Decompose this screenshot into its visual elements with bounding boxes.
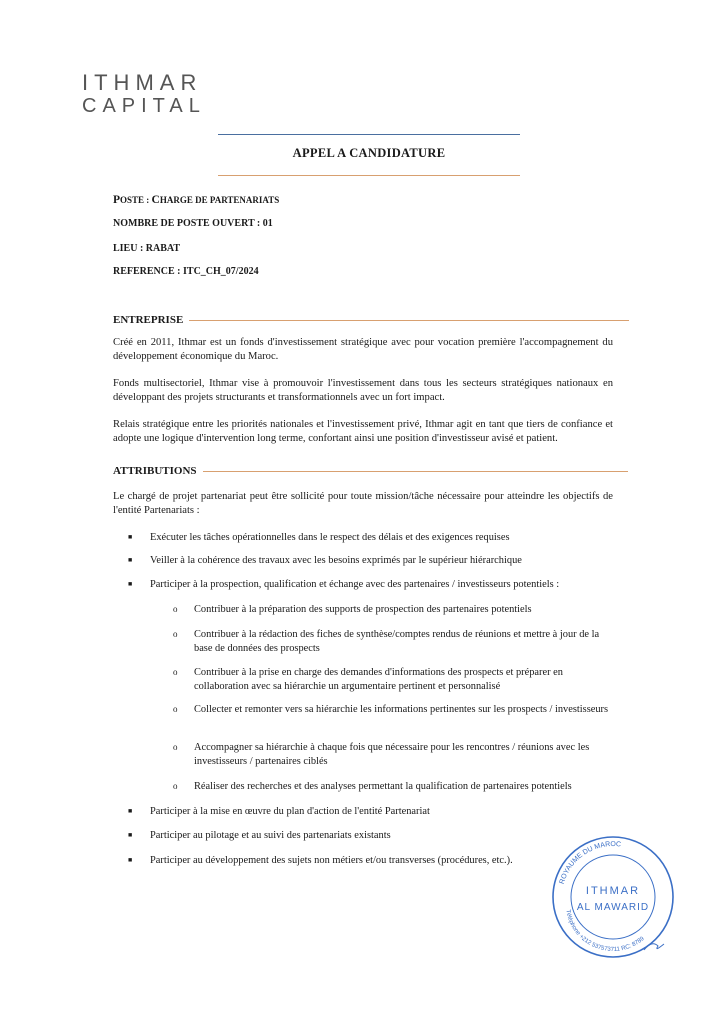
job-meta bbox=[113, 193, 279, 289]
meta-nombre: NOMBRE DE POSTE OUVERT : 01 bbox=[113, 218, 273, 229]
sub-list-item: o Collecter et remonter vers sa hiérarchie les informations pertinentes sur les prospects / investisseurs bbox=[173, 704, 609, 715]
stamp-ring-bottom: Téléphone +212 537573711 RC: 8789 bbox=[564, 909, 646, 954]
list-item: ■ Exécuter les tâches opérationnelles dans le respect des délais et des exigences requises bbox=[128, 532, 510, 543]
list-item: ■ Veiller à la cohérence des travaux avec les besoins exprimés par le supérieur hiérarchique bbox=[128, 555, 522, 566]
sub-list-item: o Contribuer à la prise en charge des demandes d'informations des prospects et préparer en collaboration avec sa hiérarchie un argumentaire pertinent et personnalisé bbox=[173, 667, 563, 692]
meta-poste: POSTE : CHARGE DE PARTENARIATS bbox=[113, 194, 280, 206]
stamp-inner-ring bbox=[571, 855, 655, 939]
company-logo bbox=[82, 72, 206, 116]
meta-lieu: LIEU : RABAT bbox=[113, 243, 181, 254]
entreprise-para-1: Créé en 2011, Ithmar est un fonds d'investissement stratégique avec pour vocation première l'accompagnement du développement économique du Maroc. bbox=[113, 337, 613, 362]
section-attributions-rule bbox=[203, 471, 628, 472]
stamp-line-1: ITHMAR bbox=[585, 885, 641, 897]
document-title: APPEL A CANDIDATURE bbox=[292, 146, 446, 160]
stamp-ring-top: ROYAUME DU MAROC bbox=[558, 840, 622, 885]
title-rule-bottom bbox=[218, 175, 520, 176]
sub-list-item: o Réaliser des recherches et des analyses permettant la qualification de partenaires potentiels bbox=[173, 781, 572, 792]
list-item: ■ Participer à la prospection, qualification et échange avec des partenaires / investisseurs potentiels : bbox=[128, 579, 560, 590]
title-block bbox=[218, 134, 520, 176]
section-entreprise bbox=[113, 314, 629, 326]
attributions-intro: Le chargé de projet partenariat peut être sollicité pour toute mission/tâche nécessaire pour atteindre les objectifs de l'entité Partenariats : bbox=[113, 491, 613, 516]
logo-line-2: CAPITAL bbox=[82, 95, 206, 117]
section-entreprise-rule bbox=[189, 320, 629, 321]
section-entreprise-title: ENTREPRISE bbox=[113, 314, 184, 326]
sub-list-item: o Contribuer à la préparation des supports de prospection des partenaires potentiels bbox=[173, 604, 532, 615]
list-item: ■ Participer au pilotage et au suivi des partenariats existants bbox=[128, 830, 391, 841]
entreprise-para-2: Fonds multisectoriel, Ithmar vise à promouvoir l'investissement dans tous les secteurs stratégiques nationaux en développant des projets structurants et transformationnels avec un fort impact. bbox=[113, 378, 613, 403]
sub-list-item: o Accompagner sa hiérarchie à chaque fois que nécessaire pour les rencontres / réunions avec les investisseurs / partenaires ciblés bbox=[173, 742, 590, 767]
list-item: ■ Participer au développement des sujets non métiers et/ou transverses (procédures, etc.). bbox=[128, 855, 513, 866]
section-attributions bbox=[113, 465, 628, 477]
stamp-line-2: AL MAWARID bbox=[576, 902, 650, 913]
entreprise-para-3: Relais stratégique entre les priorités nationales et l'investissement privé, Ithmar agit en tant que tiers de confiance et adopte une logique d'intervention long terme, confortant ainsi une position d'investisseur avisé et patient. bbox=[113, 419, 613, 444]
signature-mark bbox=[644, 944, 664, 950]
list-item: ■ Participer à la mise en œuvre du plan d'action de l'entité Partenariat bbox=[128, 806, 430, 817]
logo-line-1: ITHMAR bbox=[82, 70, 203, 95]
company-stamp bbox=[548, 832, 678, 962]
sub-list-item: o Contribuer à la rédaction des fiches de synthèse/comptes rendus de réunions et mettre à jour de la base de données des prospects bbox=[173, 629, 600, 654]
title-rule-top bbox=[218, 134, 520, 135]
section-attributions-title: ATTRIBUTIONS bbox=[113, 465, 197, 477]
meta-reference: REFERENCE : ITC_CH_07/2024 bbox=[113, 266, 259, 277]
